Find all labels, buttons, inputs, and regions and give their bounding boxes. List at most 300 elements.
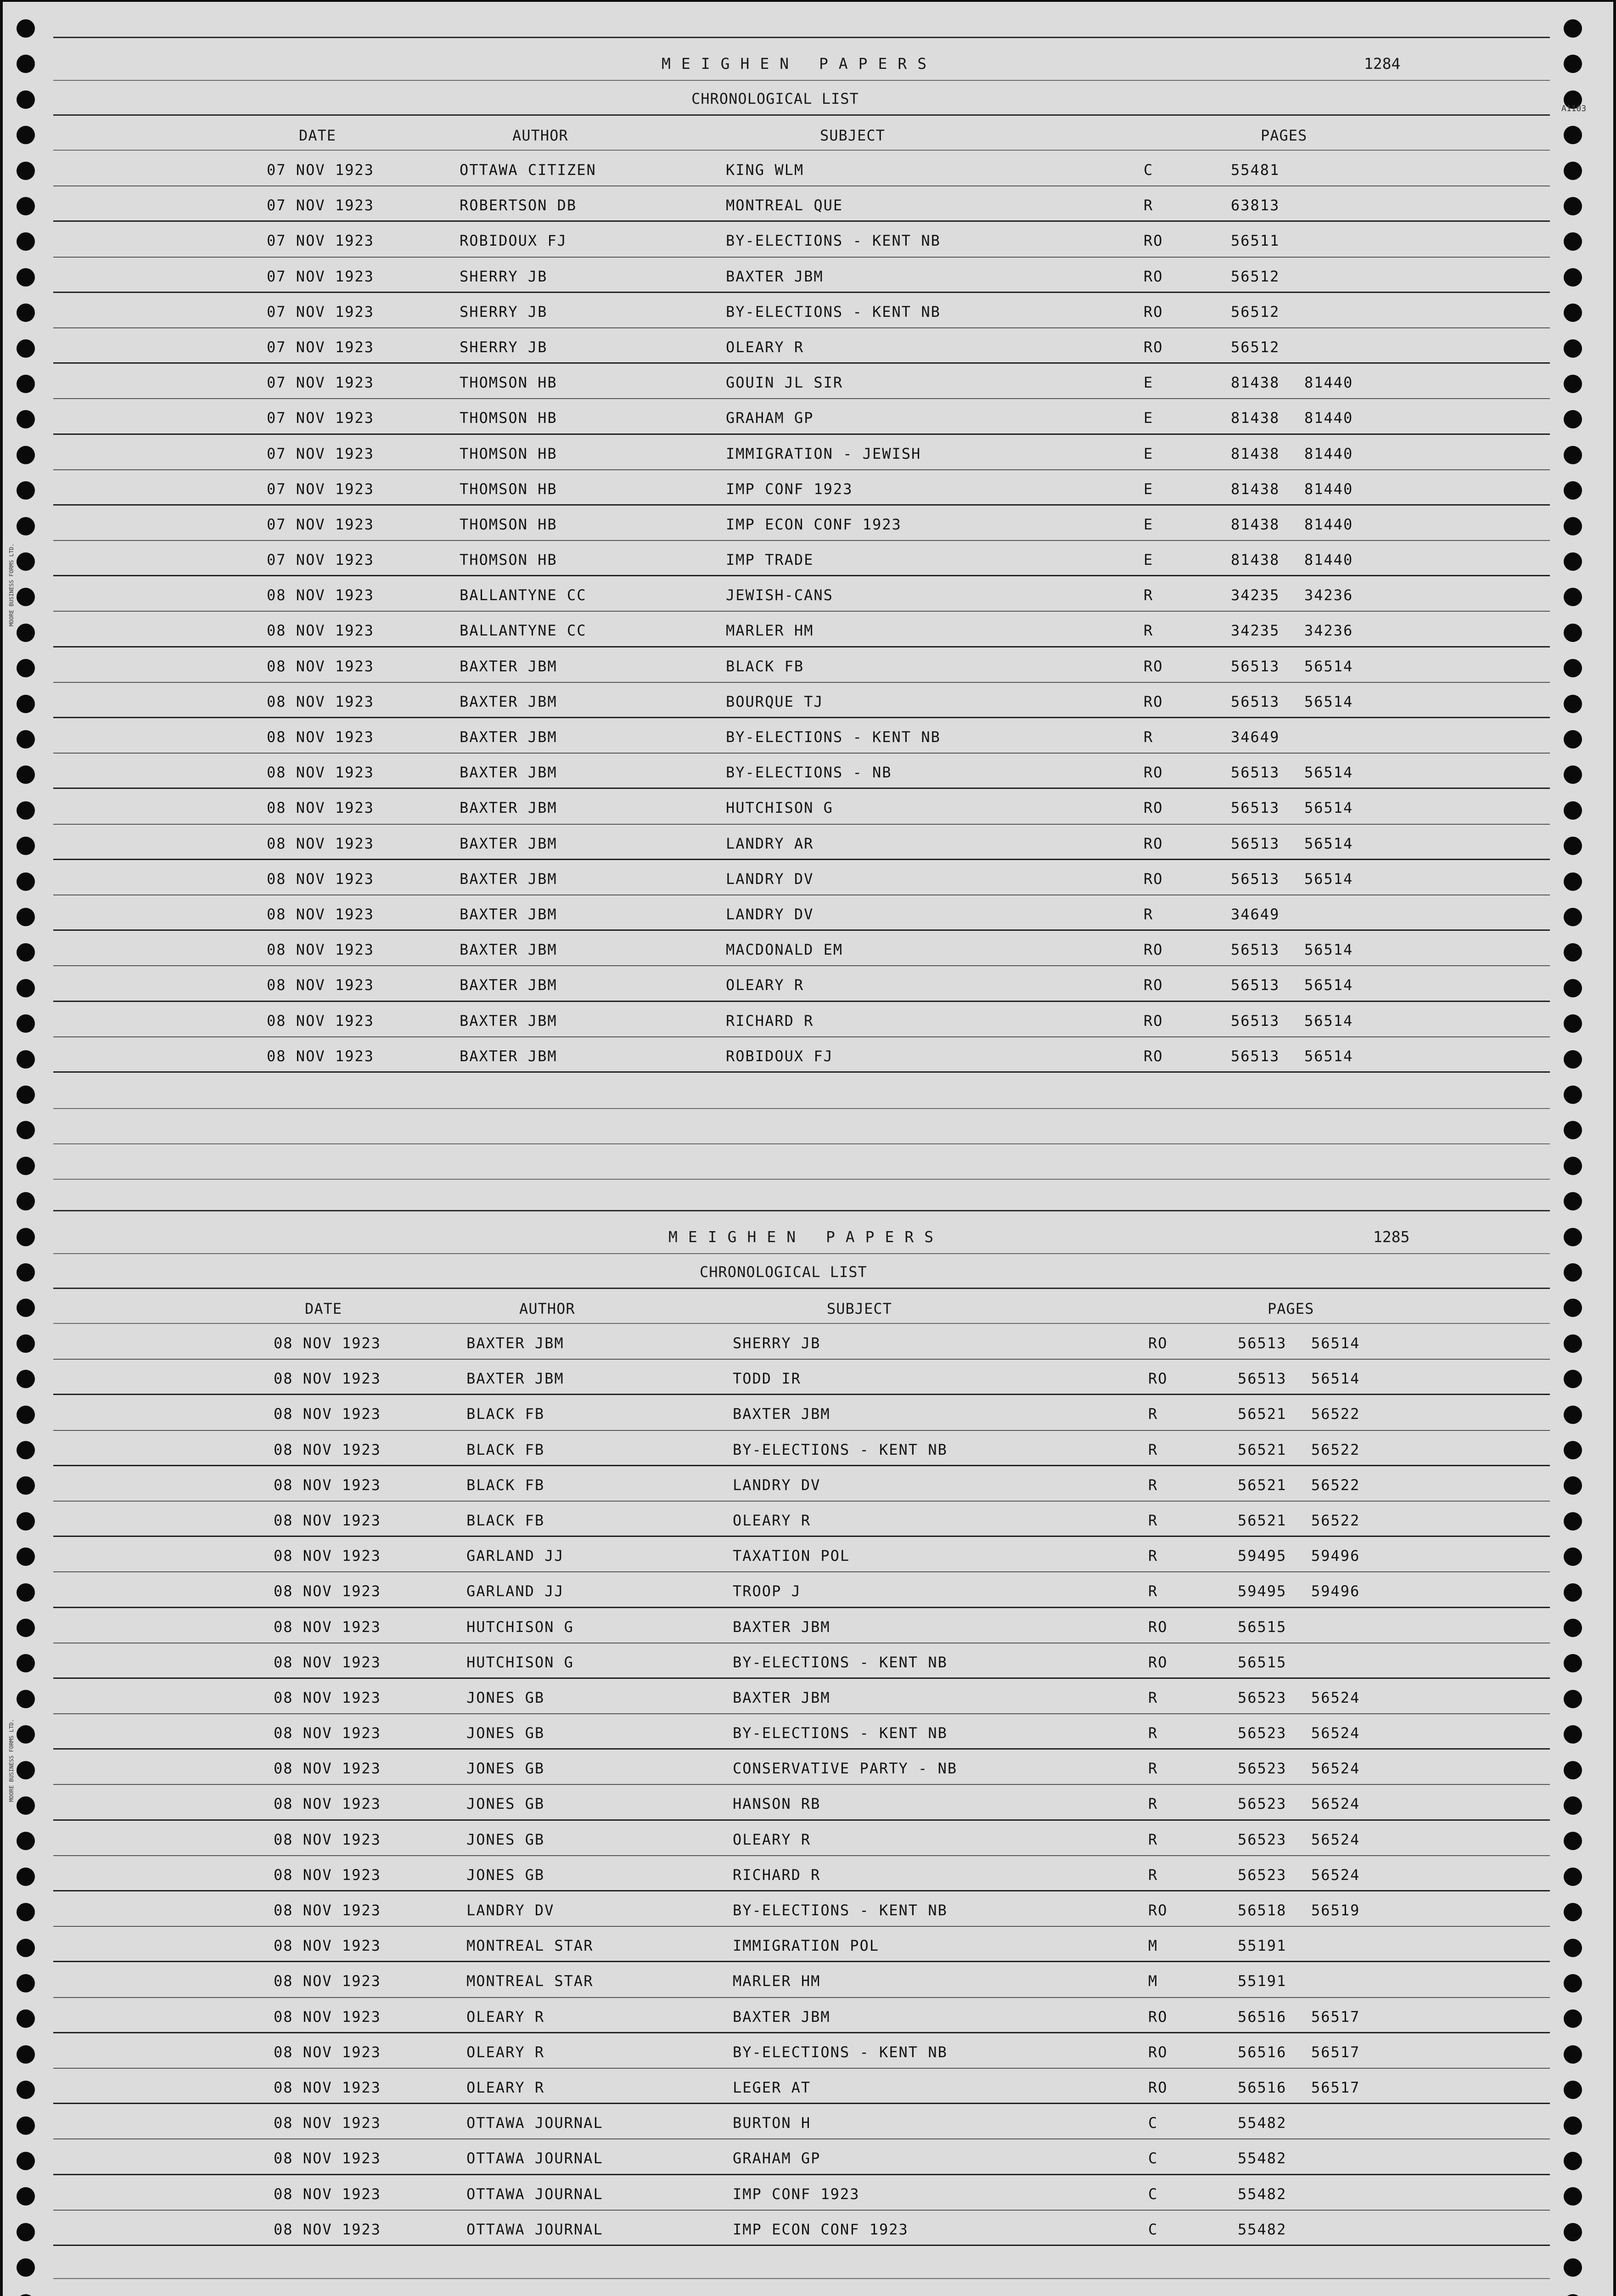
table-row — [3, 647, 1613, 683]
printout-sheet — [3, 2, 1613, 2296]
author-cell: JONES GB — [466, 1760, 545, 1778]
feed-hole — [17, 1299, 35, 1317]
header-subject: SUBJECT — [820, 127, 885, 144]
table-row — [3, 222, 1613, 257]
author-cell: JONES GB — [466, 1830, 545, 1848]
date-cell: 07 NOV 1923 — [267, 303, 374, 321]
author-cell: JONES GB — [466, 1866, 545, 1884]
feed-hole — [1564, 1228, 1582, 1246]
code-cell: RO — [1144, 1047, 1163, 1065]
feed-hole — [17, 1086, 35, 1104]
code-cell: RO — [1148, 1653, 1168, 1671]
subject-cell: BOURQUE TJ — [726, 692, 824, 710]
code-cell: R — [1144, 586, 1154, 604]
author-cell: OTTAWA JOURNAL — [466, 2150, 603, 2167]
author-cell: BALLANTYNE CC — [460, 622, 587, 640]
feed-hole — [17, 2258, 35, 2277]
table-row — [3, 1679, 1613, 1714]
table-row — [3, 293, 1613, 328]
page-start-cell: 34649 — [1231, 728, 1280, 746]
author-cell: BAXTER JBM — [460, 1047, 557, 1065]
date-cell: 08 NOV 1923 — [267, 728, 374, 746]
subject-cell: OLEARY R — [733, 1511, 811, 1529]
subject-cell: LANDRY AR — [726, 834, 814, 852]
feed-hole — [17, 126, 35, 144]
page-start-cell: 56512 — [1231, 338, 1280, 356]
page-end-cell: 56514 — [1304, 799, 1353, 817]
table-row — [3, 1037, 1613, 1073]
subject-cell: BAXTER JBM — [733, 1405, 830, 1423]
date-cell: 08 NOV 1923 — [274, 1370, 381, 1388]
code-cell: RO — [1148, 1618, 1168, 1636]
code-cell: R — [1148, 1476, 1158, 1494]
header-date: DATE — [299, 127, 337, 144]
page-end-cell: 81440 — [1304, 551, 1353, 569]
page-start-cell: 34649 — [1231, 905, 1280, 923]
header-rule — [53, 1323, 1550, 1324]
author-cell: GARLAND JJ — [466, 1582, 564, 1600]
author-cell: BAXTER JBM — [460, 657, 557, 675]
date-cell: 08 NOV 1923 — [267, 976, 374, 994]
author-cell: BAXTER JBM — [460, 905, 557, 923]
page-number: 1285 — [1373, 1228, 1410, 1246]
code-cell: RO — [1144, 232, 1163, 250]
subject-cell: MACDONALD EM — [726, 941, 843, 959]
feed-hole — [17, 1121, 35, 1139]
date-cell: 08 NOV 1923 — [274, 1830, 381, 1848]
page-start-cell: 56516 — [1238, 2043, 1287, 2061]
code-cell: RO — [1144, 338, 1163, 356]
table-row — [3, 1324, 1613, 1360]
feed-hole — [1564, 19, 1582, 38]
author-cell: BAXTER JBM — [466, 1370, 564, 1388]
page-end-cell: 81440 — [1304, 445, 1353, 462]
entry-list — [3, 151, 1613, 1073]
code-cell: RO — [1144, 799, 1163, 817]
blank-rule — [53, 1143, 1550, 1144]
code-cell: RO — [1144, 870, 1163, 888]
subject-cell: MARLER HM — [733, 1972, 821, 1990]
author-cell: THOMSON HB — [460, 551, 557, 569]
subject-cell: BAXTER JBM — [733, 1618, 830, 1636]
date-cell: 08 NOV 1923 — [274, 1937, 381, 1955]
code-cell: R — [1148, 1760, 1158, 1778]
code-cell: RO — [1144, 267, 1163, 285]
table-row — [3, 683, 1613, 718]
page-start-cell: 56515 — [1238, 1653, 1287, 1671]
date-cell: 08 NOV 1923 — [274, 1334, 381, 1352]
table-row — [3, 1466, 1613, 1502]
code-cell: C — [1148, 2114, 1158, 2132]
page-start-cell: 63813 — [1231, 197, 1280, 214]
author-cell: SHERRY JB — [460, 338, 548, 356]
page-start-cell: 55481 — [1231, 161, 1280, 179]
table-row — [3, 1891, 1613, 1927]
subject-cell: TROOP J — [733, 1582, 801, 1600]
page-end-cell: 56517 — [1311, 2008, 1360, 2026]
table-row — [3, 966, 1613, 1002]
page-start-cell: 55482 — [1238, 2114, 1287, 2132]
subject-cell: RICHARD R — [733, 1866, 821, 1884]
subject-cell: LANDRY DV — [726, 905, 814, 923]
page-start-cell: 56521 — [1238, 1511, 1287, 1529]
code-cell: R — [1148, 1688, 1158, 1706]
table-row — [3, 186, 1613, 222]
subject-cell: IMP TRADE — [726, 551, 814, 569]
subject-cell: SHERRY JB — [733, 1334, 821, 1352]
page-title: MEIGHEN PAPERS — [668, 1228, 944, 1246]
code-cell: R — [1148, 1582, 1158, 1600]
date-cell: 08 NOV 1923 — [274, 1441, 381, 1458]
table-row — [3, 1856, 1613, 1891]
feed-hole — [1564, 1192, 1582, 1210]
author-cell: ROBERTSON DB — [460, 197, 577, 214]
subject-cell: GRAHAM GP — [733, 2150, 821, 2167]
author-cell: OTTAWA JOURNAL — [466, 2185, 603, 2203]
header-rule — [53, 150, 1550, 151]
subject-cell: IMMIGRATION POL — [733, 1937, 879, 1955]
author-cell: OTTAWA CITIZEN — [460, 161, 596, 179]
code-cell: RO — [1144, 834, 1163, 852]
title-rule — [53, 1253, 1550, 1254]
author-cell: GARLAND JJ — [466, 1547, 564, 1565]
subject-cell: MARLER HM — [726, 622, 814, 640]
date-cell: 07 NOV 1923 — [267, 267, 374, 285]
subject-cell: BY-ELECTIONS - KENT NB — [726, 728, 941, 746]
code-cell: RO — [1144, 303, 1163, 321]
date-cell: 08 NOV 1923 — [267, 905, 374, 923]
page-end-cell: 56524 — [1311, 1830, 1360, 1848]
page-end-cell: 56517 — [1311, 2043, 1360, 2061]
subject-cell: IMP ECON CONF 1923 — [726, 515, 902, 533]
date-cell: 08 NOV 1923 — [274, 2150, 381, 2167]
author-cell: THOMSON HB — [460, 480, 557, 498]
code-cell: E — [1144, 409, 1154, 427]
code-cell: R — [1144, 622, 1154, 640]
date-cell: 08 NOV 1923 — [267, 692, 374, 710]
page-end-cell: 56524 — [1311, 1724, 1360, 1742]
code-cell: E — [1144, 445, 1154, 462]
date-cell: 07 NOV 1923 — [267, 161, 374, 179]
list-subtitle: CHRONOLOGICAL LIST — [691, 90, 859, 107]
subtitle-rule — [53, 1288, 1550, 1289]
date-cell: 08 NOV 1923 — [274, 1476, 381, 1494]
table-row — [3, 328, 1613, 364]
page-start-cell: 56516 — [1238, 2078, 1287, 2096]
subject-cell: LEGER AT — [733, 2078, 811, 2096]
page-start-cell: 81438 — [1231, 515, 1280, 533]
author-cell: OLEARY R — [466, 2008, 545, 2026]
subject-cell: CONSERVATIVE PARTY - NB — [733, 1760, 958, 1778]
page-end-cell: 56514 — [1304, 870, 1353, 888]
page-start-cell: 56523 — [1238, 1688, 1287, 1706]
table-row — [3, 1395, 1613, 1430]
code-cell: RO — [1144, 657, 1163, 675]
author-cell: OTTAWA JOURNAL — [466, 2220, 603, 2238]
table-row — [3, 576, 1613, 612]
page-end-cell: 56522 — [1311, 1405, 1360, 1423]
author-cell: BAXTER JBM — [460, 834, 557, 852]
header-pages: PAGES — [1261, 127, 1307, 144]
date-cell: 08 NOV 1923 — [267, 586, 374, 604]
feed-hole — [17, 1192, 35, 1210]
date-cell: 08 NOV 1923 — [267, 764, 374, 782]
page-end-cell: 56514 — [1304, 657, 1353, 675]
date-cell: 07 NOV 1923 — [267, 445, 374, 462]
code-cell: R — [1148, 1866, 1158, 1884]
page-start-cell: 56513 — [1231, 870, 1280, 888]
page-start-cell: 56513 — [1231, 1047, 1280, 1065]
feed-hole — [17, 1263, 35, 1282]
page-end-cell: 56514 — [1304, 1047, 1353, 1065]
subject-cell: BY-ELECTIONS - KENT NB — [726, 232, 941, 250]
author-cell: BALLANTYNE CC — [460, 586, 587, 604]
page-start-cell: 56523 — [1238, 1760, 1287, 1778]
table-row — [3, 399, 1613, 434]
page-end-cell: 56524 — [1311, 1688, 1360, 1706]
author-cell: BAXTER JBM — [460, 799, 557, 817]
subject-cell: BAXTER JBM — [733, 2008, 830, 2026]
subject-cell: OLEARY R — [733, 1830, 811, 1848]
date-cell: 08 NOV 1923 — [274, 1866, 381, 1884]
feed-hole — [1564, 2258, 1582, 2277]
code-cell: RO — [1144, 764, 1163, 782]
code-cell: E — [1144, 374, 1154, 392]
table-row — [3, 470, 1613, 506]
table-row — [3, 1962, 1613, 1998]
code-cell: R — [1144, 728, 1154, 746]
date-cell: 07 NOV 1923 — [267, 480, 374, 498]
page-title: MEIGHEN PAPERS — [662, 55, 937, 73]
page-start-cell: 59495 — [1238, 1547, 1287, 1565]
subject-cell: OLEARY R — [726, 338, 804, 356]
feed-hole — [1564, 1157, 1582, 1175]
date-cell: 08 NOV 1923 — [267, 941, 374, 959]
table-row — [3, 895, 1613, 931]
entry-list — [3, 1324, 1613, 2246]
blank-rule — [53, 1179, 1550, 1180]
date-cell: 07 NOV 1923 — [267, 409, 374, 427]
date-cell: 08 NOV 1923 — [267, 834, 374, 852]
author-cell: MONTREAL STAR — [466, 1937, 594, 1955]
author-cell: ROBIDOUX FJ — [460, 232, 567, 250]
date-cell: 07 NOV 1923 — [267, 232, 374, 250]
corner-code: A1103 — [1561, 104, 1587, 113]
subject-cell: LANDRY DV — [726, 870, 814, 888]
page-end-cell: 81440 — [1304, 409, 1353, 427]
page-end-cell: 81440 — [1304, 515, 1353, 533]
page-end-cell: 56514 — [1304, 692, 1353, 710]
table-row — [3, 1714, 1613, 1750]
date-cell: 08 NOV 1923 — [274, 1795, 381, 1813]
table-row — [3, 789, 1613, 824]
code-cell: R — [1148, 1511, 1158, 1529]
date-cell: 08 NOV 1923 — [274, 1902, 381, 1919]
code-cell: R — [1144, 197, 1154, 214]
subject-cell: RICHARD R — [726, 1012, 814, 1030]
table-row — [3, 1608, 1613, 1643]
table-row — [3, 1927, 1613, 1962]
author-cell: JONES GB — [466, 1688, 545, 1706]
author-cell: BAXTER JBM — [460, 1012, 557, 1030]
code-cell: E — [1144, 480, 1154, 498]
table-row — [3, 2175, 1613, 2211]
page-start-cell: 56513 — [1231, 692, 1280, 710]
page-end-cell: 56514 — [1304, 1012, 1353, 1030]
date-cell: 08 NOV 1923 — [274, 1653, 381, 1671]
table-row — [3, 1750, 1613, 1785]
date-cell: 07 NOV 1923 — [267, 374, 374, 392]
table-row — [3, 1502, 1613, 1537]
subject-cell: BY-ELECTIONS - NB — [726, 764, 892, 782]
page-start-cell: 56523 — [1238, 1830, 1287, 1848]
header-author: AUTHOR — [512, 127, 568, 144]
author-cell: BAXTER JBM — [460, 728, 557, 746]
table-row — [3, 931, 1613, 966]
feed-hole — [1564, 2294, 1582, 2296]
table-row — [3, 506, 1613, 541]
page-start-cell: 81438 — [1231, 409, 1280, 427]
subject-cell: BY-ELECTIONS - KENT NB — [733, 1441, 948, 1458]
page-start-cell: 55482 — [1238, 2185, 1287, 2203]
code-cell: R — [1148, 1441, 1158, 1458]
subject-cell: HUTCHISON G — [726, 799, 833, 817]
table-row — [3, 860, 1613, 895]
subject-cell: BLACK FB — [726, 657, 804, 675]
date-cell: 08 NOV 1923 — [267, 799, 374, 817]
header-pages: PAGES — [1268, 1300, 1314, 1317]
title-rule — [53, 80, 1550, 81]
table-row — [3, 2104, 1613, 2139]
date-cell: 08 NOV 1923 — [274, 2008, 381, 2026]
author-cell: BAXTER JBM — [460, 976, 557, 994]
page-end-cell: 56514 — [1304, 941, 1353, 959]
page-start-cell: 81438 — [1231, 374, 1280, 392]
code-cell: RO — [1148, 2043, 1168, 2061]
author-cell: SHERRY JB — [460, 267, 548, 285]
subject-cell: ROBIDOUX FJ — [726, 1047, 833, 1065]
page-end-cell: 56517 — [1311, 2078, 1360, 2096]
code-cell: C — [1144, 161, 1154, 179]
page-end-cell: 56522 — [1311, 1476, 1360, 1494]
date-cell: 08 NOV 1923 — [274, 1760, 381, 1778]
code-cell: RO — [1148, 2078, 1168, 2096]
page-start-cell: 56516 — [1238, 2008, 1287, 2026]
header-subject: SUBJECT — [827, 1300, 892, 1317]
subject-cell: BY-ELECTIONS - KENT NB — [733, 2043, 948, 2061]
code-cell: M — [1148, 1972, 1158, 1990]
code-cell: R — [1148, 1830, 1158, 1848]
page-start-cell: 56521 — [1238, 1476, 1287, 1494]
page-start-cell: 56523 — [1238, 1795, 1287, 1813]
page-start-cell: 56521 — [1238, 1441, 1287, 1458]
page-end-cell: 34236 — [1304, 586, 1353, 604]
code-cell: R — [1148, 1724, 1158, 1742]
date-cell: 08 NOV 1923 — [274, 2043, 381, 2061]
table-row — [3, 435, 1613, 470]
subject-cell: GRAHAM GP — [726, 409, 814, 427]
page-start-cell: 56513 — [1231, 657, 1280, 675]
author-cell: OLEARY R — [466, 2078, 545, 2096]
code-cell: C — [1148, 2220, 1158, 2238]
code-cell: RO — [1144, 692, 1163, 710]
date-cell: 08 NOV 1923 — [274, 2078, 381, 2096]
table-row — [3, 2069, 1613, 2104]
date-cell: 08 NOV 1923 — [267, 622, 374, 640]
feed-hole — [1564, 1086, 1582, 1104]
table-row — [3, 151, 1613, 186]
subject-cell: HANSON RB — [733, 1795, 821, 1813]
code-cell: C — [1148, 2185, 1158, 2203]
date-cell: 07 NOV 1923 — [267, 515, 374, 533]
top-rule — [53, 1210, 1550, 1211]
table-row — [3, 754, 1613, 789]
page-start-cell: 55191 — [1238, 1972, 1287, 1990]
page-start-cell: 56521 — [1238, 1405, 1287, 1423]
date-cell: 07 NOV 1923 — [267, 551, 374, 569]
table-row — [3, 1785, 1613, 1820]
date-cell: 08 NOV 1923 — [274, 2185, 381, 2203]
subject-cell: BY-ELECTIONS - KENT NB — [726, 303, 941, 321]
page-start-cell: 55482 — [1238, 2150, 1287, 2167]
author-cell: BLACK FB — [466, 1511, 545, 1529]
page-start-cell: 81438 — [1231, 551, 1280, 569]
author-cell: BLACK FB — [466, 1405, 545, 1423]
subject-cell: IMP CONF 1923 — [733, 2185, 860, 2203]
page-start-cell: 56513 — [1231, 799, 1280, 817]
top-rule — [53, 37, 1550, 38]
date-cell: 08 NOV 1923 — [267, 657, 374, 675]
page-start-cell: 56515 — [1238, 1618, 1287, 1636]
subject-cell: JEWISH-CANS — [726, 586, 833, 604]
page-number: 1284 — [1364, 55, 1401, 73]
side-imprint: MOORE BUSINESS FORMS LTD. — [8, 543, 15, 626]
page-end-cell: 56524 — [1311, 1795, 1360, 1813]
blank-rule — [53, 1108, 1550, 1109]
code-cell: E — [1144, 551, 1154, 569]
date-cell: 07 NOV 1923 — [267, 338, 374, 356]
author-cell: HUTCHISON G — [466, 1618, 574, 1636]
table-row — [3, 364, 1613, 399]
page-start-cell: 34235 — [1231, 622, 1280, 640]
date-cell: 08 NOV 1923 — [267, 870, 374, 888]
page-end-cell: 34236 — [1304, 622, 1353, 640]
code-cell: RO — [1144, 976, 1163, 994]
feed-hole — [1564, 126, 1582, 144]
feed-hole — [17, 1228, 35, 1246]
date-cell: 08 NOV 1923 — [267, 1012, 374, 1030]
table-row — [3, 258, 1613, 293]
subject-cell: BAXTER JBM — [726, 267, 824, 285]
date-cell: 08 NOV 1923 — [274, 1547, 381, 1565]
page-start-cell: 81438 — [1231, 445, 1280, 462]
date-cell: 08 NOV 1923 — [267, 1047, 374, 1065]
subject-cell: BURTON H — [733, 2114, 811, 2132]
subject-cell: BY-ELECTIONS - KENT NB — [733, 1653, 948, 1671]
subject-cell: TAXATION POL — [733, 1547, 850, 1565]
author-cell: JONES GB — [466, 1795, 545, 1813]
author-cell: BAXTER JBM — [460, 764, 557, 782]
page-start-cell: 56512 — [1231, 267, 1280, 285]
feed-hole — [17, 1157, 35, 1175]
code-cell: R — [1148, 1547, 1158, 1565]
author-cell: THOMSON HB — [460, 409, 557, 427]
page-start-cell: 56513 — [1231, 1012, 1280, 1030]
page-start-cell: 56512 — [1231, 303, 1280, 321]
page-end-cell: 59496 — [1311, 1582, 1360, 1600]
table-row — [3, 1821, 1613, 1856]
page-end-cell: 81440 — [1304, 374, 1353, 392]
